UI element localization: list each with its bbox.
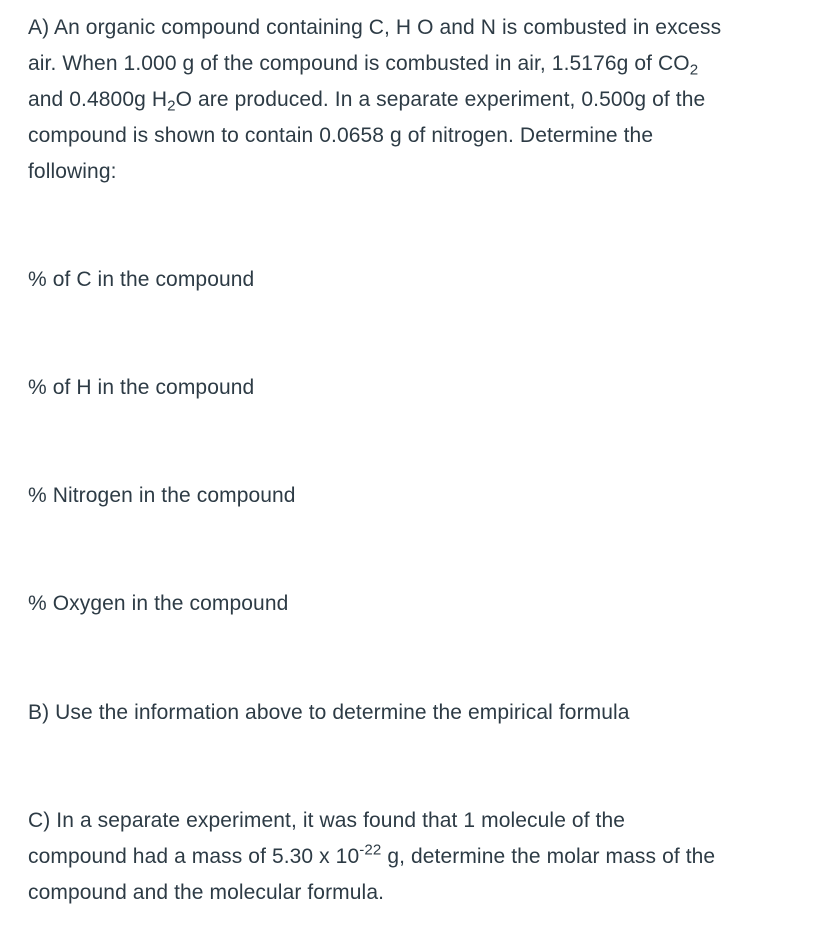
question-percent-hydrogen: % of H in the compound: [28, 376, 255, 399]
mass-exponent: -22: [359, 841, 382, 859]
part-b-question: B) Use the information above to determine the empirical formula: [28, 701, 630, 724]
part-a-line-5-text: following:: [28, 160, 117, 183]
part-c-paragraph: [28, 803, 808, 911]
part-a-line-4-text: compound is shown to contain 0.0658 g of nitrogen. Determine the: [28, 124, 654, 147]
part-c-line-2-text-post: g, determine the molar mass of the: [381, 845, 716, 868]
part-a-line-5: [28, 154, 808, 190]
question-percent-nitrogen: % Nitrogen in the compound: [28, 484, 296, 507]
part-c-line-1: [28, 803, 808, 839]
part-c-line-3: [28, 875, 808, 911]
part-c-line-3-text: compound and the molecular formula.: [28, 881, 385, 904]
part-a-line-3-text-pre: and 0.4800g H: [28, 88, 168, 111]
part-a-line-2: [28, 46, 808, 82]
part-a-line-1-text: A) An organic compound containing C, H O and N is combusted in excess: [28, 16, 722, 39]
question-percent-oxygen: % Oxygen in the compound: [28, 592, 289, 615]
part-c-line-2-text-pre: compound had a mass of 5.30 x 10: [28, 845, 360, 868]
h2o-subscript: 2: [167, 97, 176, 115]
co2-subscript: 2: [689, 61, 699, 79]
question-percent-carbon: % of C in the compound: [28, 268, 255, 291]
part-a-paragraph: [28, 10, 808, 190]
part-a-line-1: [28, 10, 808, 46]
part-c-line-2: [28, 839, 808, 875]
part-c-line-1-text: C) In a separate experiment, it was found that 1 molecule of the: [28, 809, 626, 832]
part-a-line-4: [28, 118, 808, 154]
part-a-line-2-text: air. When 1.000 g of the compound is combusted in air, 1.5176g of CO: [28, 52, 690, 75]
part-a-line-3: [28, 82, 808, 118]
part-a-line-3-text-post: O are produced. In a separate experiment, 0.500g of the: [175, 88, 706, 111]
